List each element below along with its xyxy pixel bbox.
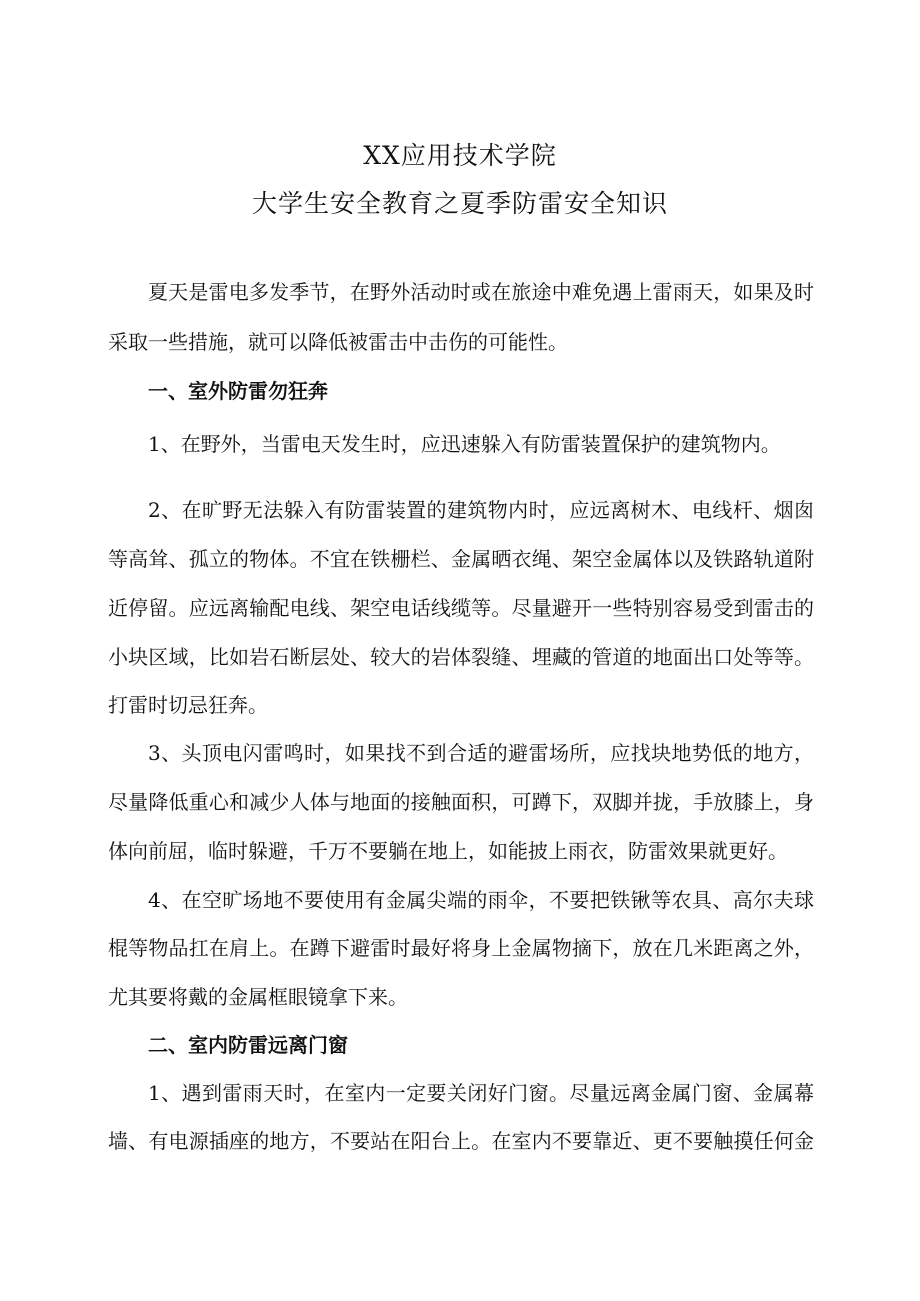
document-title: 大学生安全教育之夏季防雷安全知识 <box>251 189 668 218</box>
s1-item3-line-1: 3、头顶电闪雷鸣时，如果找不到合适的避雷场所，应找块地势低的地方， <box>148 741 814 765</box>
s1-item2-line-5: 打雷时切忌狂奔。 <box>108 693 268 717</box>
s1-item2-line-2: 等高耸、孤立的物体。不宜在铁栅栏、金属晒衣绳、架空金属体以及铁路轨道附 <box>108 547 814 571</box>
section-1-heading: 一、室外防雷勿狂奔 <box>148 379 328 403</box>
institution-title: XX应用技术学院 <box>363 141 557 170</box>
s2-item1-line-1: 1、遇到雷雨天时，在室内一定要关闭好门窗。尽量远离金属门窗、金属幕 <box>148 1081 814 1105</box>
section-2-heading: 二、室内防雷远离门窗 <box>148 1033 348 1057</box>
s1-item1-line-1: 1、在野外，当雷电天发生时，应迅速躲入有防雷装置保护的建筑物内。 <box>148 432 781 456</box>
s2-item1-line-2: 墙、有电源插座的地方，不要站在阳台上。在室内不要靠近、更不要触摸任何金 <box>108 1129 814 1153</box>
s1-item2-line-3: 近停留。应远离输配电线、架空电话线缆等。尽量避开一些特别容易受到雷击的 <box>108 596 814 620</box>
s1-item2-line-4: 小块区域，比如岩石断层处、较大的岩体裂缝、埋藏的管道的地面出口处等等。 <box>108 645 814 669</box>
s1-item3-line-2: 尽量降低重心和减少人体与地面的接触面积，可蹲下，双脚并拢，手放膝上，身 <box>108 790 814 814</box>
s1-item4-line-2: 棍等物品扛在肩上。在蹲下避雷时最好将身上金属物摘下，放在几米距离之外， <box>108 936 814 960</box>
s1-item4-line-3: 尤其要将戴的金属框眼镜拿下来。 <box>108 985 408 1009</box>
intro-line-2: 采取一些措施，就可以降低被雷击中击伤的可能性。 <box>108 330 568 354</box>
intro-line-1: 夏天是雷电多发季节，在野外活动时或在旅途中难免遇上雷雨天，如果及时 <box>148 280 814 304</box>
s1-item3-line-3: 体向前屈，临时躲避，千万不要躺在地上，如能披上雨衣，防雷效果就更好。 <box>108 839 788 863</box>
s1-item2-line-1: 2、在旷野无法躲入有防雷装置的建筑物内时，应远离树木、电线杆、烟囱 <box>148 498 814 522</box>
s1-item4-line-1: 4、在空旷场地不要使用有金属尖端的雨伞，不要把铁锹等农具、高尔夫球 <box>148 888 814 912</box>
